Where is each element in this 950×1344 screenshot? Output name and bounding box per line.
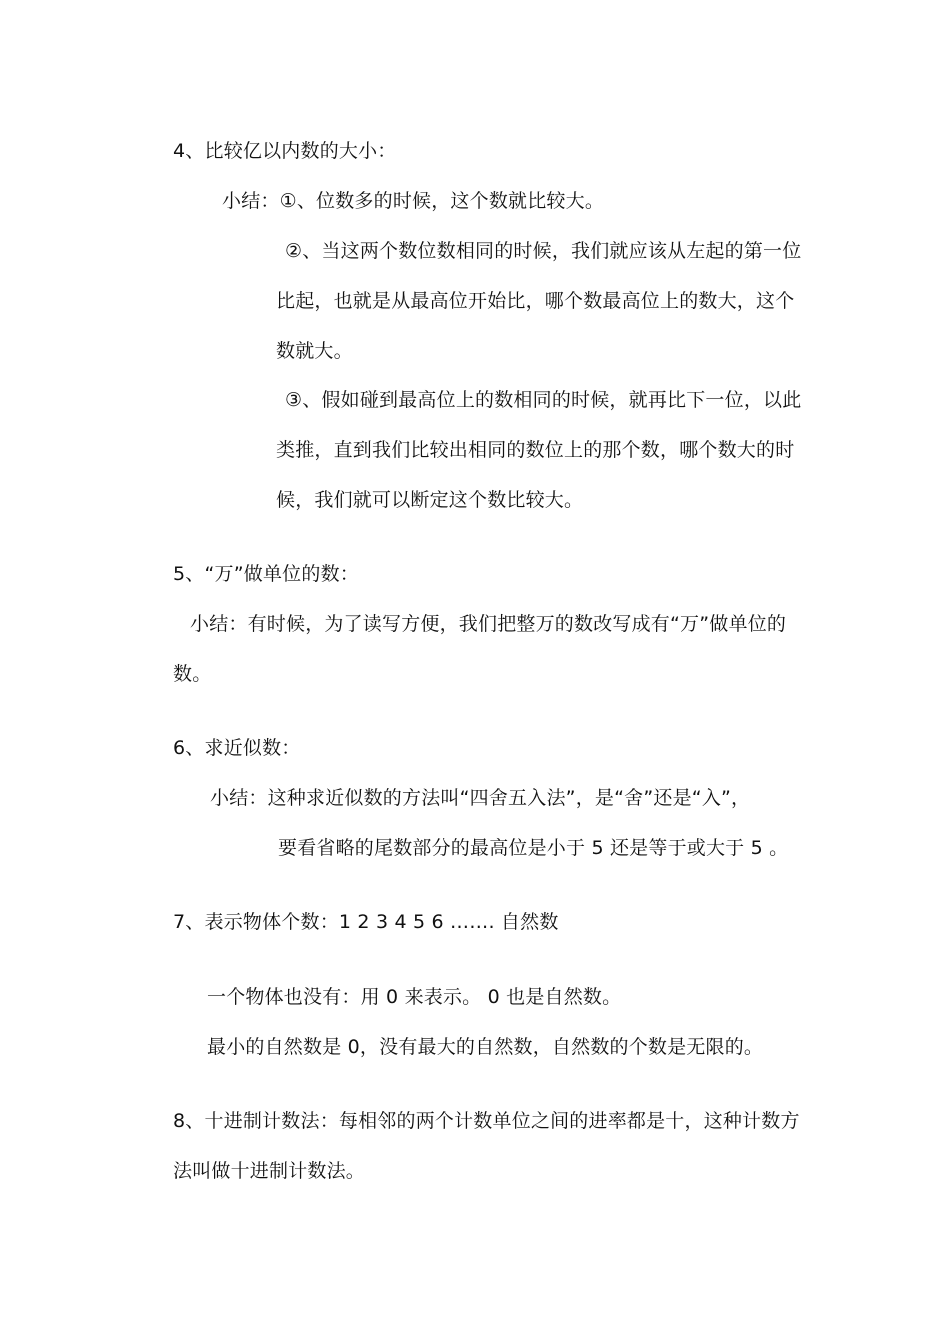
section-6-heading: 6、求近似数： xyxy=(173,737,301,759)
section-5-summary-line-1: 小结：有时候，为了读写方便，我们把整万的数改写成有“万”做单位的 xyxy=(190,613,787,635)
section-8-line-2: 法叫做十进制计数法。 xyxy=(173,1160,366,1182)
section-6-summary-line-1: 小结：这种求近似数的方法叫“四舍五入法”，是“舍”还是“入”， xyxy=(210,787,751,809)
section-4-point-3-line-2: 类推，直到我们比较出相同的数位上的那个数，哪个数大的时 xyxy=(276,439,795,461)
section-7-line-2: 最小的自然数是 0，没有最大的自然数，自然数的个数是无限的。 xyxy=(207,1036,764,1058)
section-5-summary-line-2: 数。 xyxy=(173,663,212,685)
section-7-line-1: 一个物体也没有：用 0 来表示。 0 也是自然数。 xyxy=(207,986,622,1008)
section-4-point-3-line-1: ③、假如碰到最高位上的数相同的时候，就再比下一位，以此 xyxy=(285,389,802,411)
section-5-heading: 5、“万”做单位的数： xyxy=(173,563,359,585)
section-4-point-2-line-1: ②、当这两个数位数相同的时候，我们就应该从左起的第一位 xyxy=(285,240,802,262)
section-7-heading: 7、表示物体个数：1 2 3 4 5 6 ……. 自然数 xyxy=(173,911,559,933)
section-4-point-2-line-2: 比起，也就是从最高位开始比，哪个数最高位上的数大，这个 xyxy=(276,290,795,312)
section-4-point-3-line-3: 候，我们就可以断定这个数比较大。 xyxy=(276,489,584,511)
section-4-heading: 4、比较亿以内数的大小： xyxy=(173,140,397,162)
section-6-summary-line-2: 要看省略的尾数部分的最高位是小于 5 还是等于或大于 5 。 xyxy=(278,837,789,859)
section-8-line-1: 8、十进制计数法：每相邻的两个计数单位之间的进率都是十，这种计数方 xyxy=(173,1110,800,1132)
section-4-summary-1: 小结：①、位数多的时候，这个数就比较大。 xyxy=(222,190,605,212)
section-4-point-2-line-3: 数就大。 xyxy=(276,340,353,362)
